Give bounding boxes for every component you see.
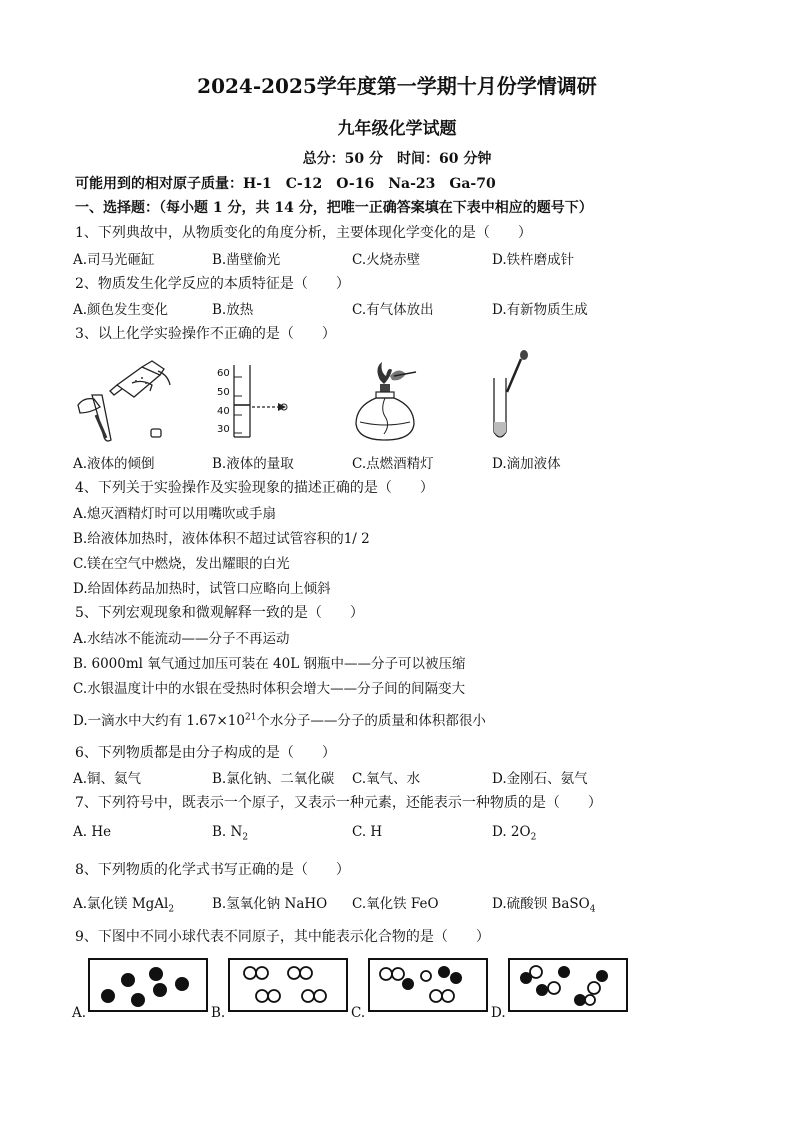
cylinder-tick-50: 50 — [217, 387, 230, 398]
score-time: 总分：50 分 时间：60 分钟 — [302, 151, 492, 167]
q8-option-b: B.氢氧化钠 NaHO — [212, 896, 328, 912]
q7-option-a: A. He — [73, 824, 112, 840]
q6-option-b: B.氯化钠、二氧化碳 — [212, 771, 335, 787]
atomic-masses: 可能用到的相对原子质量：H-1 C-12 O-16 Na-23 Ga-70 — [75, 176, 496, 192]
q8-option-c: C.氧化铁 FeO — [352, 896, 439, 912]
q8-a-sub: 2 — [168, 904, 175, 915]
q8-d-sub: 4 — [589, 904, 596, 915]
q7-b-main: B. N — [212, 824, 243, 840]
q7-option-b — [212, 824, 248, 843]
q4-stem: 4、下列关于实验操作及实验现象的描述正确的是（ ） — [75, 480, 434, 496]
q8-stem: 8、下列物质的化学式书写正确的是（ ） — [75, 862, 350, 878]
q9-label-a: A. — [72, 1005, 87, 1021]
q5-d-suffix: 个水分子——分子的质量和体积都很小 — [256, 713, 486, 729]
molecule-box-d — [508, 958, 628, 1012]
q1-option-b: B.凿壁偷光 — [212, 252, 281, 268]
q5-option-b: B. 6000ml 氧气通过加压可装在 40L 钢瓶中——分子可以被压缩 — [73, 656, 466, 672]
q9-stem: 9、下图中不同小球代表不同原子，其中能表示化合物的是（ ） — [75, 929, 490, 945]
q4-option-a: A.熄灭酒精灯时可以用嘴吹或手扇 — [73, 506, 277, 522]
q3-option-a: A.液体的倾倒 — [73, 456, 155, 472]
q5-option-c: C.水银温度计中的水银在受热时体积会增大——分子间的间隔变大 — [73, 681, 466, 697]
q4-option-c: C.镁在空气中燃烧，发出耀眼的白光 — [73, 556, 290, 572]
q5-d-prefix: D.一滴水中大约有 1.67×10 — [73, 713, 245, 729]
q6-option-a: A.铜、氦气 — [73, 771, 142, 787]
q5-stem: 5、下列宏观现象和微观解释一致的是（ ） — [75, 605, 364, 621]
q9-label-c: C. — [351, 1005, 366, 1021]
q9-label-b: B. — [211, 1005, 226, 1021]
section-heading: 一、选择题：（每小题 1 分，共 14 分，把唯一正确答案填在下表中相应的题号下） — [75, 200, 593, 216]
q2-stem: 2、物质发生化学反应的本质特征是（ ） — [75, 276, 350, 292]
q7-d-sub: 2 — [530, 832, 537, 843]
exam-subtitle: 九年级化学试题 — [337, 119, 457, 139]
cylinder-tick-30: 30 — [217, 424, 230, 435]
molecule-box-b — [228, 958, 348, 1012]
alcohol-lamp-figure — [350, 362, 430, 444]
q7-stem: 7、下列符号中，既表示一个原子，又表示一种元素，还能表示一种物质的是（ ） — [75, 795, 602, 811]
molecule-box-c — [368, 958, 488, 1012]
q8-d-main: D.硫酸钡 BaSO — [492, 896, 590, 912]
q2-option-d: D.有新物质生成 — [492, 302, 588, 318]
exam-title: 2024-2025学年度第一学期十月份学情调研 — [197, 74, 597, 98]
q7-option-c: C. H — [352, 824, 383, 840]
q8-option-a — [73, 892, 174, 915]
q7-d-main: D. 2O — [492, 824, 531, 840]
q5-option-d — [73, 709, 486, 729]
q2-option-b: B.放热 — [212, 302, 254, 318]
q4-option-d: D.给固体药品加热时，试管口应略向上倾斜 — [73, 581, 331, 597]
q4-option-b: B.给液体加热时，液体体积不超过试管容积的1/ 2 — [73, 531, 370, 547]
q5-option-a: A.水结冰不能流动——分子不再运动 — [73, 631, 290, 647]
q7-option-d — [492, 824, 536, 843]
pouring-liquid-figure — [72, 355, 177, 445]
q8-a-main: A.氯化镁 MgAl — [73, 896, 169, 912]
q8-option-d — [492, 892, 595, 915]
q6-stem: 6、下列物质都是由分子构成的是（ ） — [75, 745, 336, 761]
q2-option-a: A.颜色发生变化 — [73, 302, 169, 318]
q2-option-c: C.有气体放出 — [352, 302, 434, 318]
cylinder-tick-60: 60 — [217, 368, 230, 379]
q1-stem: 1、下列典故中，从物质变化的角度分析，主要体现化学变化的是（ ） — [75, 225, 532, 241]
q1-option-c: C.火烧赤壁 — [352, 252, 421, 268]
q7-b-sub: 2 — [242, 832, 249, 843]
q3-option-c: C.点燃酒精灯 — [352, 456, 434, 472]
q1-option-a: A.司马光砸缸 — [73, 252, 155, 268]
q1-option-d: D.铁杵磨成针 — [492, 252, 575, 268]
q6-option-c: C.氧气、水 — [352, 771, 421, 787]
dropper-test-tube-figure — [488, 350, 538, 442]
q3-option-d: D.滴加液体 — [492, 456, 561, 472]
q5-d-exponent: 21 — [244, 712, 257, 723]
molecule-box-a — [88, 958, 208, 1012]
q9-label-d: D. — [491, 1005, 506, 1021]
q6-option-d: D.金刚石、氨气 — [492, 771, 588, 787]
cylinder-tick-40: 40 — [217, 406, 230, 417]
q3-stem: 3、以上化学实验操作不正确的是（ ） — [75, 326, 336, 342]
q3-option-b: B.液体的量取 — [212, 456, 294, 472]
